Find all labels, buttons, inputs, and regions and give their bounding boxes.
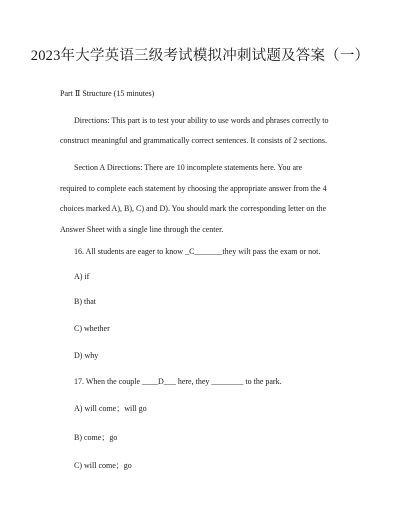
question-option: C) whether <box>74 324 110 333</box>
question-option: D) why <box>74 351 99 360</box>
question-option: A) if <box>74 272 90 281</box>
question-option: B) come；go <box>74 433 118 442</box>
part-heading: Part Ⅱ Structure (15 minutes) <box>60 89 155 98</box>
question-stem: 17. When the couple ____D___ here, they ________ to the park. <box>74 377 282 386</box>
question-option: C) will come；go <box>74 461 132 470</box>
document-title: 2023年大学英语三级考试模拟冲刺试题及答案（一） <box>30 48 370 64</box>
section-a-line: Answer Sheet with a single line through the center. <box>60 225 224 234</box>
directions-line: Directions: This part is to test your ability to use words and phrases correctly to <box>74 116 329 125</box>
question-option: A) will come；will go <box>74 404 147 413</box>
section-a-line: Section A Directions: There are 10 incomplete statements here. You are <box>74 163 303 172</box>
section-a-line: choices marked A), B), C) and D). You should mark the corresponding letter on the <box>60 204 327 213</box>
section-a-line: required to complete each statement by choosing the appropriate answer from the 4 <box>60 184 327 193</box>
directions-line: construct meaningful and grammatically correct sentences. It consists of 2 sections. <box>60 136 328 145</box>
question-stem: 16. All students are eager to know _C_______they wilt pass the exam or not. <box>74 247 321 256</box>
question-option: B) that <box>74 297 96 306</box>
